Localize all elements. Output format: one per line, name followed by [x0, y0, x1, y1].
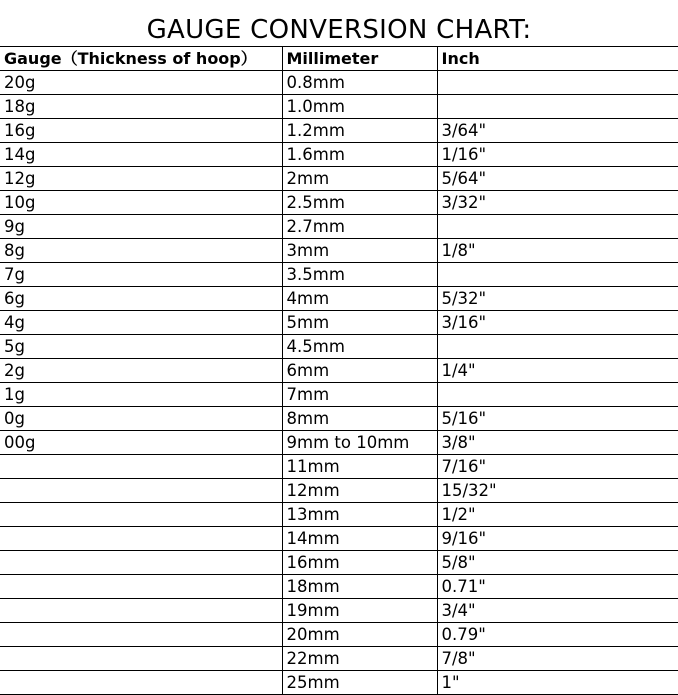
- inch-cell: 3/8": [437, 431, 678, 455]
- millimeter-cell: 1.0mm: [282, 95, 437, 119]
- millimeter-cell: 22mm: [282, 647, 437, 671]
- gauge-cell: 0g: [0, 407, 282, 431]
- millimeter-cell: 4.5mm: [282, 335, 437, 359]
- inch-cell: 5/8": [437, 551, 678, 575]
- header-row: [0, 47, 678, 71]
- inch-cell: 1/4": [437, 359, 678, 383]
- inch-cell: [437, 95, 678, 119]
- gauge-cell: 00g: [0, 431, 282, 455]
- millimeter-cell: 18mm: [282, 575, 437, 599]
- millimeter-cell: 8mm: [282, 407, 437, 431]
- gauge-cell: 9g: [0, 215, 282, 239]
- millimeter-cell: 9mm to 10mm: [282, 431, 437, 455]
- table-row: [0, 239, 678, 263]
- millimeter-cell: 3.5mm: [282, 263, 437, 287]
- table-row: [0, 503, 678, 527]
- millimeter-cell: 25mm: [282, 671, 437, 695]
- table-row: [0, 143, 678, 167]
- chart-title: GAUGE CONVERSION CHART:: [146, 15, 532, 45]
- inch-cell: [437, 335, 678, 359]
- millimeter-cell: 12mm: [282, 479, 437, 503]
- gauge-cell: [0, 455, 282, 479]
- millimeter-cell: 19mm: [282, 599, 437, 623]
- inch-cell: [437, 215, 678, 239]
- inch-cell: [437, 263, 678, 287]
- millimeter-cell: 13mm: [282, 503, 437, 527]
- inch-cell: 15/32": [437, 479, 678, 503]
- millimeter-cell: 7mm: [282, 383, 437, 407]
- millimeter-cell: 6mm: [282, 359, 437, 383]
- table-row: [0, 119, 678, 143]
- gauge-cell: 1g: [0, 383, 282, 407]
- gauge-cell: [0, 503, 282, 527]
- inch-cell: 5/16": [437, 407, 678, 431]
- gauge-cell: 18g: [0, 95, 282, 119]
- millimeter-cell: 2mm: [282, 167, 437, 191]
- gauge-cell: 14g: [0, 143, 282, 167]
- millimeter-cell: 11mm: [282, 455, 437, 479]
- table-row: [0, 215, 678, 239]
- gauge-cell: [0, 551, 282, 575]
- table-row: [0, 455, 678, 479]
- table-row: [0, 263, 678, 287]
- inch-cell: 0.79": [437, 623, 678, 647]
- millimeter-cell: 16mm: [282, 551, 437, 575]
- table-row: [0, 383, 678, 407]
- millimeter-cell: 2.5mm: [282, 191, 437, 215]
- table-row: [0, 95, 678, 119]
- gauge-cell: 10g: [0, 191, 282, 215]
- millimeter-cell: 14mm: [282, 527, 437, 551]
- gauge-cell: 7g: [0, 263, 282, 287]
- inch-cell: 7/8": [437, 647, 678, 671]
- header-millimeter: Millimeter: [282, 47, 437, 71]
- inch-cell: 5/32": [437, 287, 678, 311]
- gauge-cell: [0, 671, 282, 695]
- gauge-cell: [0, 479, 282, 503]
- inch-cell: 3/4": [437, 599, 678, 623]
- inch-cell: 3/16": [437, 311, 678, 335]
- inch-cell: 3/64": [437, 119, 678, 143]
- table-row: [0, 71, 678, 95]
- gauge-cell: 5g: [0, 335, 282, 359]
- table-row: [0, 287, 678, 311]
- inch-cell: 0.71": [437, 575, 678, 599]
- inch-cell: [437, 383, 678, 407]
- table-row: [0, 479, 678, 503]
- table-row: [0, 431, 678, 455]
- gauge-conversion-table: [0, 46, 678, 695]
- inch-cell: 7/16": [437, 455, 678, 479]
- inch-cell: 1/8": [437, 239, 678, 263]
- gauge-cell: [0, 575, 282, 599]
- gauge-cell: 4g: [0, 311, 282, 335]
- gauge-cell: 20g: [0, 71, 282, 95]
- header-gauge: Gauge（Thickness of hoop）: [0, 47, 282, 71]
- gauge-cell: [0, 647, 282, 671]
- inch-cell: 5/64": [437, 167, 678, 191]
- table-row: [0, 407, 678, 431]
- table-row: [0, 311, 678, 335]
- millimeter-cell: 4mm: [282, 287, 437, 311]
- table-row: [0, 335, 678, 359]
- inch-cell: 1/16": [437, 143, 678, 167]
- gauge-cell: 2g: [0, 359, 282, 383]
- inch-cell: 3/32": [437, 191, 678, 215]
- inch-cell: 1/2": [437, 503, 678, 527]
- header-inch: Inch: [437, 47, 678, 71]
- table-row: [0, 671, 678, 695]
- inch-cell: [437, 71, 678, 95]
- gauge-cell: 8g: [0, 239, 282, 263]
- table-row: [0, 191, 678, 215]
- table-row: [0, 551, 678, 575]
- table-row: [0, 623, 678, 647]
- table-row: [0, 647, 678, 671]
- millimeter-cell: 1.2mm: [282, 119, 437, 143]
- inch-cell: 9/16": [437, 527, 678, 551]
- table-row: [0, 167, 678, 191]
- inch-cell: 1": [437, 671, 678, 695]
- millimeter-cell: 5mm: [282, 311, 437, 335]
- table-row: [0, 599, 678, 623]
- table-row: [0, 359, 678, 383]
- gauge-cell: [0, 623, 282, 647]
- millimeter-cell: 2.7mm: [282, 215, 437, 239]
- gauge-cell: 12g: [0, 167, 282, 191]
- gauge-cell: 6g: [0, 287, 282, 311]
- gauge-cell: [0, 527, 282, 551]
- millimeter-cell: 0.8mm: [282, 71, 437, 95]
- table-row: [0, 527, 678, 551]
- gauge-cell: [0, 599, 282, 623]
- millimeter-cell: 3mm: [282, 239, 437, 263]
- millimeter-cell: 1.6mm: [282, 143, 437, 167]
- millimeter-cell: 20mm: [282, 623, 437, 647]
- gauge-cell: 16g: [0, 119, 282, 143]
- table-row: [0, 575, 678, 599]
